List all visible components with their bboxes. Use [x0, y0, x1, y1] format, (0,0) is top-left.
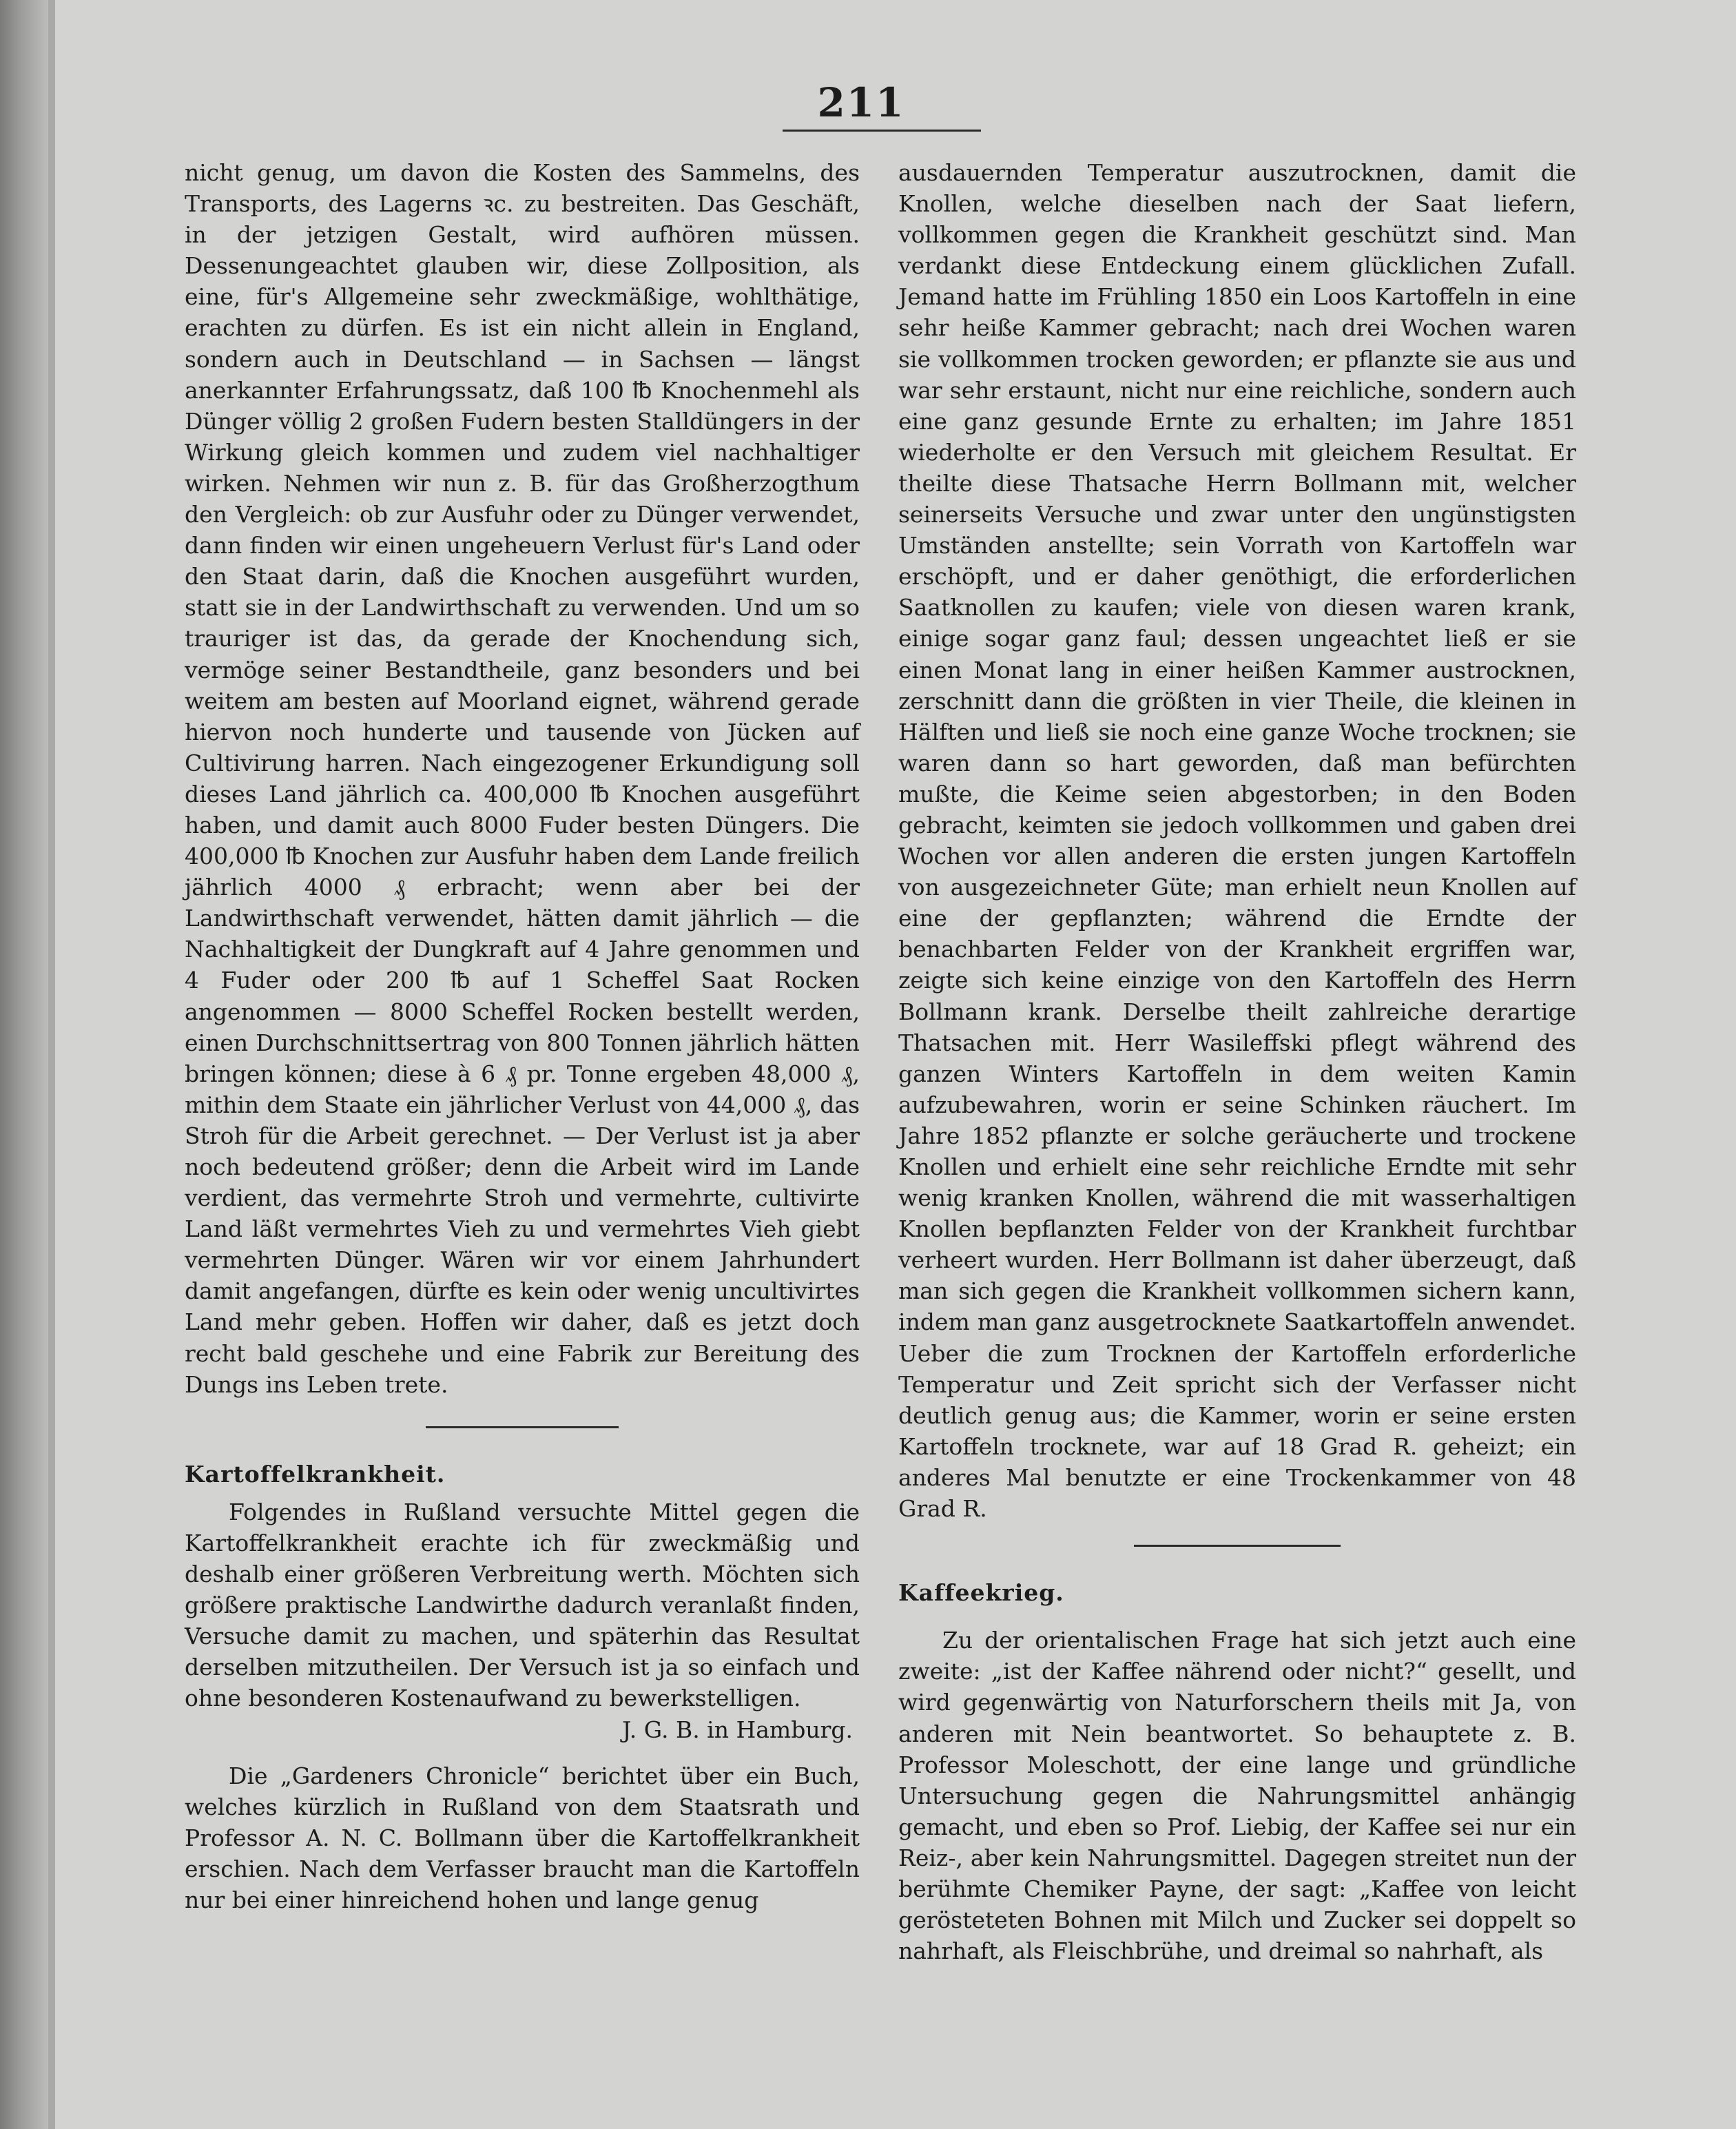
page-edge [48, 0, 55, 2129]
kaffee-paragraph-1: Zu der orientalischen Frage hat sich jetzt auch eine zweite: „ist der Kaffee nährend oder nicht?“ gesellt, und wird gegenwärtig von Naturforschern theils mit Ja, von anderen mit Nein beantwortet. So behauptete z. B. Professor Moleschott, der eine lange und gründliche Untersuchung gegen die Nahrungsmittel anhängig gemacht, und eben so Prof. Liebig, der Kaffee sei nur ein Reiz-, aber kein Nahrungsmittel. Dagegen streitet nun der berühmte Chemiker Payne, der sagt: „Kaffee von leicht gerösteteten Bohnen mit Milch und Zucker sei doppelt so nahrhaft, als Fleischbrühe, und dreimal so nahrhaft, als [898, 1627, 1576, 1965]
right-column [898, 157, 1576, 1966]
section-title-kartoffelkrankheit: Kartoffelkrankheit. [185, 1460, 446, 1488]
right-continued-text: ausdauernden Temperatur auszutrocknen, damit die Knollen, welche dieselben nach der Saat liefern, vollkommen gegen die Krankheit geschützt sind. Man verdankt diese Entdeckung einem glücklichen Zufall. Jemand hatte im Frühling 1850 ein Loos Kartoffeln in eine sehr heiße Kammer gebracht; nach drei Wochen waren sie vollkommen trocken geworden; er pflanzte sie aus und war sehr erstaunt, nicht nur eine reichliche, sondern auch eine ganz gesunde Ernte zu erhalten; im Jahre 1851 wiederholte er den Versuch mit gleichem Resultat. Er theilte diese Thatsache Herrn Bollmann mit, welcher seinerseits Versuche und zwar unter den ungünstigsten Umständen anstellte; sein Vorrath von Kartoffeln war erschöpft, und er daher genöthigt, die erforderlichen Saatknollen zu kaufen; viele von diesen waren krank, einige sogar ganz faul; dessen ungeachtet ließ er sie einen Monat lang in einer heißen Kammer austrocknen, zerschnitt dann die größten in vier Theile, die kleinen in Hälften und ließ sie noch eine ganze Woche trocknen; sie waren dann so hart geworden, daß man befürchten mußte, die Keime seien abgestorben; in den Boden gebracht, keimten sie jedoch vollkommen und gaben drei Wochen vor allen anderen die ersten jungen Kartoffeln von ausgezeichneter Güte; man erhielt neun Knollen auf eine der gepflanzten; während die Erndte der benachbarten Felder von der Krankheit ergriffen war, zeigte sich keine einzige von den Kartoffeln des Herrn Bollmann krank. Derselbe theilt zahlreiche derartige Thatsachen mit. Herr Wasileffski pflegt während des ganzen Winters Kartoffeln in dem weiten Kamin aufzubewahren, worin er seine Schinken räuchert. Im Jahre 1852 pflanzte er solche geräucherte und trockene Knollen und erhielt eine sehr reichliche Erndte mit sehr wenig kranken Knollen, während die mit wasserhaltigen Knollen bepflanzten Felder von der Krankheit furchtbar verheert wurden. Herr Bollmann ist daher überzeugt, daß man sich gegen die Krankheit vollkommen sichern kann, indem man ganz ausgetrocknete Saatkartoffeln anwendet. Ueber die zum Trocknen der Kartoffeln erforderliche Temperatur und Zeit spricht sich der Verfasser nicht deutlich genug aus; die Kammer, worin er seine ersten Kartoffeln trocknete, war auf 18 Grad R. geheizt; ein anderes Mal benutzte er eine Trockenkammer von 48 Grad R. [898, 159, 1576, 1523]
header-rule [783, 130, 981, 132]
left-continued-text: nicht genug, um davon die Kosten des Sammelns, des Transports, des Lagerns ꝛc. zu bestreiten. Das Geschäft, in der jetzigen Gestalt, wird aufhören müssen. Dessenungeachtet glauben wir, diese Zollposition, als eine, für's Allgemeine sehr zweckmäßige, wohlthätige, erachten zu dürfen. Es ist ein nicht allein in England, sondern auch in Deutschland — in Sachsen — längst anerkannter Erfahrungssatz, daß 100 ℔ Knochenmehl als Dünger völlig 2 großen Fudern besten Stalldüngers in der Wirkung gleich kommen und zudem viel nachhaltiger wirken. Nehmen wir nun z. B. für das Großherzogthum den Vergleich: ob zur Ausfuhr oder zu Dünger verwendet, dann finden wir einen ungeheuern Verlust für's Land oder den Staat darin, daß die Knochen ausgeführt wurden, statt sie in der Landwirthschaft zu verwenden. Und um so trauriger ist das, da gerade der Knochendung sich, vermöge seiner Bestandtheile, ganz besonders und bei weitem am besten auf Moorland eignet, während gerade hiervon noch hunderte und tausende von Jücken auf Cultivirung harren. Nach eingezogener Erkundigung soll dieses Land jährlich ca. 400,000 ℔ Knochen ausgeführt haben, und damit auch 8000 Fuder besten Düngers. Die 400,000 ℔ Knochen zur Ausfuhr haben dem Lande freilich jährlich 4000 ₰ erbracht; wenn aber bei der Landwirthschaft verwendet, hätten damit jährlich — die Nachhaltigkeit der Dungkraft auf 4 Jahre genommen und 4 Fuder oder 200 ℔ auf 1 Scheffel Saat Rocken angenommen — 8000 Scheffel Rocken bestellt werden, einen Durchschnittsertrag von 800 Tonnen jährlich hätten bringen können; diese à 6 ₰ pr. Tonne ergeben 48,000 ₰, mithin dem Staate ein jährlicher Verlust von 44,000 ₰, das Stroh für die Arbeit gerechnet. — Der Verlust ist ja aber noch bedeutend größer; denn die Arbeit wird im Lande verdient, das vermehrte Stroh und vermehrte, cultivirte Land läßt vermehrtes Vieh zu und vermehrtes Vieh giebt vermehrten Dünger. Wären wir vor einem Jahrhundert damit angefangen, dürfte es kein oder wenig uncultivirtes Land mehr geben. Hoffen wir daher, daß es jetzt doch recht bald geschehe und eine Fabrik zur Bereitung des Dungs ins Leben trete. [185, 159, 860, 1398]
kartoffel-paragraph-1: Folgendes in Rußland versuchte Mittel gegen die Kartoffelkrankheit erachte ich für zweckmäßig und deshalb einer größeren Verbreitung werth. Möchten sich größere praktische Landwirthe dadurch veranlaßt finden, Versuche damit zu machen, und späterhin das Resultat derselben mitzutheilen. Der Versuch ist ja so einfach und ohne besonderen Kostenaufwand zu bewerkstelligen. [185, 1498, 860, 1712]
section-title-kaffeekrieg: Kaffeekrieg. [898, 1579, 1064, 1607]
book-spine-shadow [0, 0, 48, 2129]
signature: J. G. B. in Hamburg. [622, 1716, 853, 1743]
kartoffel-paragraph-2: Die „Gardeners Chronicle“ berichtet über ein Buch, welches kürzlich in Rußland von dem Staatsrath und Professor A. N. C. Bollmann über die Kartoffelkrankheit erschien. Nach dem Verfasser braucht man die Kartoffeln nur bei einer hinreichend hohen und lange genug [185, 1762, 860, 1913]
left-column [185, 157, 860, 1915]
page-number: 211 [817, 79, 905, 126]
